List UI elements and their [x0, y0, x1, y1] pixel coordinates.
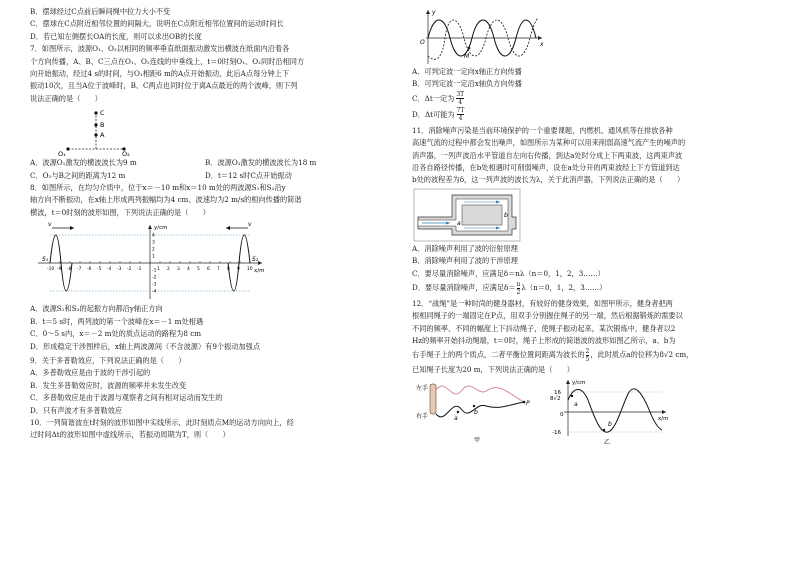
- q9-stem: 9．关于多普勒效应，下列说法正确的是（ ）: [30, 355, 186, 365]
- fig-jia-a: a: [454, 415, 458, 423]
- q7-diagram: [30, 105, 150, 157]
- fig-yi-tick-16: 16: [554, 390, 561, 397]
- q8-option-a: A．波源S₁和S₂的起振方向都沿y轴正方向: [30, 304, 163, 314]
- point-a-label: a: [457, 219, 461, 227]
- q10-x-label: x: [540, 41, 544, 48]
- x-tick-label: 6: [207, 267, 210, 273]
- frac-den: 2: [516, 288, 521, 296]
- y-tick-label: -3: [152, 282, 157, 288]
- q10-option-c: [412, 91, 764, 107]
- q9-option-a: A．多普勒效应是由于波的干涉引起的: [30, 368, 151, 378]
- q10-option-d-text: D．Δt可能为: [412, 109, 455, 119]
- q7-stem-line: 振动10次，且当A位于波峰时，B、C两点也同时位于离A点最近的两个波峰，则下列: [30, 81, 298, 91]
- q10-y-label: y: [432, 9, 436, 16]
- q7-options-row1: [30, 157, 380, 169]
- q11-option-d-tail: λ（n＝0，1，2，3……）: [521, 282, 607, 292]
- fig-yi-y-label: y/cm: [572, 380, 586, 387]
- y-tick-label: 4: [152, 233, 155, 239]
- v-right-label: v: [248, 221, 252, 229]
- q8-wave-diagram: [30, 219, 270, 303]
- q7-option-d: D．t＝12 s时C点开始振动: [205, 170, 292, 180]
- q10-option-c-frac: [456, 91, 464, 106]
- q12-stem-line: 已知绳子长度为20 m，下列说法正确的是（ ）: [412, 364, 574, 374]
- q11-stem-line: 高速气流的过程中都会发出噪声，如图所示为某种可以用来削弱高速气流产生的噪声的: [412, 138, 686, 148]
- q10-figure: [412, 6, 764, 66]
- x-tick-label: -2: [127, 267, 132, 273]
- x-tick-label: -5: [97, 267, 102, 273]
- q12-figure-jia: [412, 376, 542, 446]
- q10-option-b: B．可判定波一定沿x轴负方向传播: [412, 79, 522, 89]
- x-tick-label: 9: [237, 267, 240, 273]
- label-c: C: [100, 109, 105, 118]
- q12-stem-part: ，此时质点a的位移为8√2 cm，: [590, 350, 694, 360]
- x-tick-label: -9: [57, 267, 62, 273]
- q12-stem-line: 根相同绳子的一端固定在P点，用双手分别握住绳子的另一端，然后根据锻炼的需要以: [412, 311, 683, 321]
- frac-den: 5: [585, 356, 590, 364]
- y-tick-label: 3: [152, 240, 155, 246]
- x-tick-label: 2: [167, 267, 170, 273]
- q10-stem-line: 过时间Δt的波形如图中虚线所示，若振动周期为T，则（ ）: [30, 430, 230, 440]
- right-hand-label: 右手: [416, 413, 429, 421]
- fig-jia-b: b: [474, 409, 478, 417]
- q10-stem-line: 10．一列简谐波在t时刻的波形如图中实线所示，此时刻质点M的运动方向向上，经: [30, 417, 294, 427]
- q10-option-d-frac: [457, 107, 465, 122]
- q10-m-label: M: [464, 53, 470, 60]
- fig-jia-p: P: [526, 400, 530, 408]
- x-tick-label: 3: [177, 267, 180, 273]
- q7-stem-line: 个方向传播，A、B、C三点在O₁、O₂连线的中垂线上，t＝0时刻O₁、O₂同时沿相同方: [30, 56, 305, 66]
- q11-option-c: C．要尽量消除噪声，应满足δ＝nλ（n＝0，1，2，3……）: [412, 268, 605, 278]
- q11-option-d-frac: [517, 281, 521, 296]
- q8-figure: [30, 219, 380, 303]
- frac-num: n: [516, 280, 521, 288]
- q11-figure: [412, 187, 764, 243]
- y-axis-label: y/cm: [154, 225, 168, 232]
- y-tick-label: 1: [152, 254, 155, 260]
- s1-label: S₁: [42, 256, 49, 264]
- q10-origin-label: O: [420, 39, 425, 46]
- x-tick-label: -3: [117, 267, 122, 273]
- q11-stem-line: b处的波程差为δ，这一列声波的波长为λ，关于此消声器，下列说法正确的是（ ）: [412, 175, 685, 185]
- y-tick-label: -2: [152, 275, 157, 281]
- fig-yi-caption: 乙: [604, 439, 611, 447]
- x-tick-label: 7: [217, 267, 220, 273]
- x-tick-label: 5: [197, 267, 200, 273]
- fig-yi-tick-neg16: -16: [552, 430, 561, 437]
- x-tick-label: 1: [157, 267, 160, 273]
- label-o1: O₁: [58, 150, 66, 158]
- q12-figure-yi: [542, 376, 672, 446]
- q7-option-a: A．波源O₁激发的横波波长为9 m: [30, 158, 137, 168]
- q8-stem-line: 8．如图所示，在均匀介质中，位于x＝－10 m和x＝10 m处的两波源S₁和S₂沿y: [30, 183, 286, 193]
- q11-option-d-text: D．要尽量消除噪声，应满足δ＝: [412, 282, 516, 292]
- frac-num: 2: [585, 348, 590, 356]
- q7-stem-line: 说法正确的是（ ）: [30, 93, 102, 103]
- q11-silencer-diagram: [412, 187, 522, 243]
- x-tick-label: -1: [137, 267, 142, 273]
- q8-option-d: D．形成稳定干涉图样后，x轴上两波源间（不含波源）有9个振动加强点: [30, 341, 261, 351]
- q11-option-d: [412, 280, 764, 296]
- x-tick-label: 10: [247, 267, 253, 273]
- q9-option-d: D．只有声波才有多普勒效应: [30, 405, 123, 415]
- q12-stem-line: [412, 348, 764, 364]
- q7-figure: [30, 105, 380, 157]
- fig-yi-x-label: x/m: [658, 416, 669, 423]
- x-tick-label: 8: [227, 267, 230, 273]
- left-hand-label: 左手: [416, 385, 429, 393]
- frac-den: 4: [458, 99, 463, 107]
- q6-option-d: D．若已知左侧摆长OA的长度，则可以求出OB的长度: [30, 31, 202, 41]
- x-tick-label: 4: [187, 267, 190, 273]
- y-ticks: [152, 233, 157, 295]
- q11-option-b: B．消除噪声利用了波的干涉原理: [412, 256, 518, 266]
- q7-option-b: B．波源O₁激发的横波波长为18 m: [205, 158, 317, 168]
- q10-option-c-text: C．Δt一定为: [412, 93, 455, 103]
- fig-yi-b: b: [608, 421, 612, 429]
- q7-stem-line: 7．如图所示，波源O₁、O₂以相同的频率垂直纸面振动激发出横波在纸面内沿着各: [30, 44, 290, 54]
- q6-option-c: C．摆球在C点附近相邻位置的间隔大，说明在C点附近相邻位置间的运动时间长: [30, 19, 284, 29]
- x-tick-label: -4: [107, 267, 112, 273]
- left-column: [30, 6, 380, 442]
- q8-option-c: C．0～5 s内，x＝－2 m处的质点运动的路程为8 cm: [30, 329, 202, 339]
- q11-option-a: A．消除噪声利用了波的衍射原理: [412, 243, 518, 253]
- q7-options-row2: [30, 170, 380, 182]
- q10-option-a: A．可判定波一定向x轴正方向传播: [412, 67, 522, 76]
- x-tick-label: -6: [87, 267, 92, 273]
- q11-stem-line: 11．消除噪声污染是当前环境保护的一个重要课题，内燃机、通风机等在排放各种: [412, 125, 673, 135]
- q12-stem-line: Hz的频率开始抖动绳端，t＝0时，绳子上形成的简谐波的波形如图乙所示，a、b为: [412, 336, 676, 346]
- q9-option-b: B．发生多普勒效应时，波源的频率并未发生改变: [30, 380, 187, 390]
- q8-stem-line: 轴方向不断振动，在x轴上形成两列振幅均为4 cm、波速均为2 m/s的相向传播的简谐: [30, 195, 302, 205]
- q12-figures: [412, 376, 764, 446]
- y-tick-label: -1: [152, 268, 157, 274]
- right-column: [412, 6, 764, 446]
- frac-num: 3T: [456, 91, 465, 99]
- q8-option-b: B．t＝5 s时，两列波的第一个波峰在x＝－1 m处相遇: [30, 316, 204, 326]
- frac-den: 4: [458, 115, 463, 123]
- q11-stem-line: 沿各自路径传播，在b处相遇时可削弱噪声，设在a处分开的两束波经上下方管道到达: [412, 163, 680, 173]
- fig-yi-tick-0: 0: [560, 412, 564, 419]
- x-axis-label: x/m: [254, 268, 265, 275]
- s2-label: S₂: [252, 256, 259, 264]
- y-tick-label: -4: [152, 289, 157, 295]
- fig-jia-caption: 甲: [474, 437, 481, 445]
- q7-stem-line: 向开始振动，经过4 s的时间，与O₁相距6 m的A点开始振动，此后A点每分钟上下: [30, 69, 290, 79]
- q8-stem-line: 横波，t＝0时刻的波形如图，下列说法正确的是（ ）: [30, 207, 210, 217]
- x-tick-label: -10: [47, 267, 55, 273]
- fig-yi-a: a: [574, 401, 578, 409]
- v-left-label: v: [48, 221, 52, 229]
- x-tick-label: -8: [67, 267, 72, 273]
- label-a: A: [100, 131, 105, 140]
- q12-stem-part: 右手绳子上的两个质点，二者平衡位置间距离为波长的: [412, 350, 585, 360]
- fig-yi-tick-8r2: 8√2: [550, 396, 561, 403]
- q10-option-d: [412, 107, 764, 123]
- q12-stem-line: 不同的频率、不同的幅度上下抖动绳子，使绳子振动起来，某次锻炼中，健身者以2: [412, 323, 676, 333]
- q11-stem-line: 消声器，一列声波沿水平管道自左向右传播，到达a处时分成上下两束波，这两束声波: [412, 150, 683, 160]
- label-o2: O₂: [122, 150, 130, 158]
- frac-num: 7T: [456, 107, 465, 115]
- y-tick-label: 2: [152, 247, 155, 253]
- q12-frac: [586, 348, 590, 363]
- q12-stem-line: 12．“战绳”是一种时尚的健身器材，有较好的健身效果，如图甲所示，健身者把两: [412, 299, 673, 309]
- q9-option-c: C．多普勒效应是由于波源与观察者之间有相对运动而发生的: [30, 393, 223, 403]
- q6-option-b: B．摆球经过C点前后瞬间绳中拉力大小不变: [30, 7, 171, 16]
- point-b-label: b: [504, 211, 508, 219]
- label-b: B: [100, 121, 105, 130]
- x-tick-label: -7: [77, 267, 82, 273]
- q7-option-c: C．O₁与B之间的距离为12 m: [30, 170, 126, 180]
- q10-wave-diagram: [412, 6, 552, 66]
